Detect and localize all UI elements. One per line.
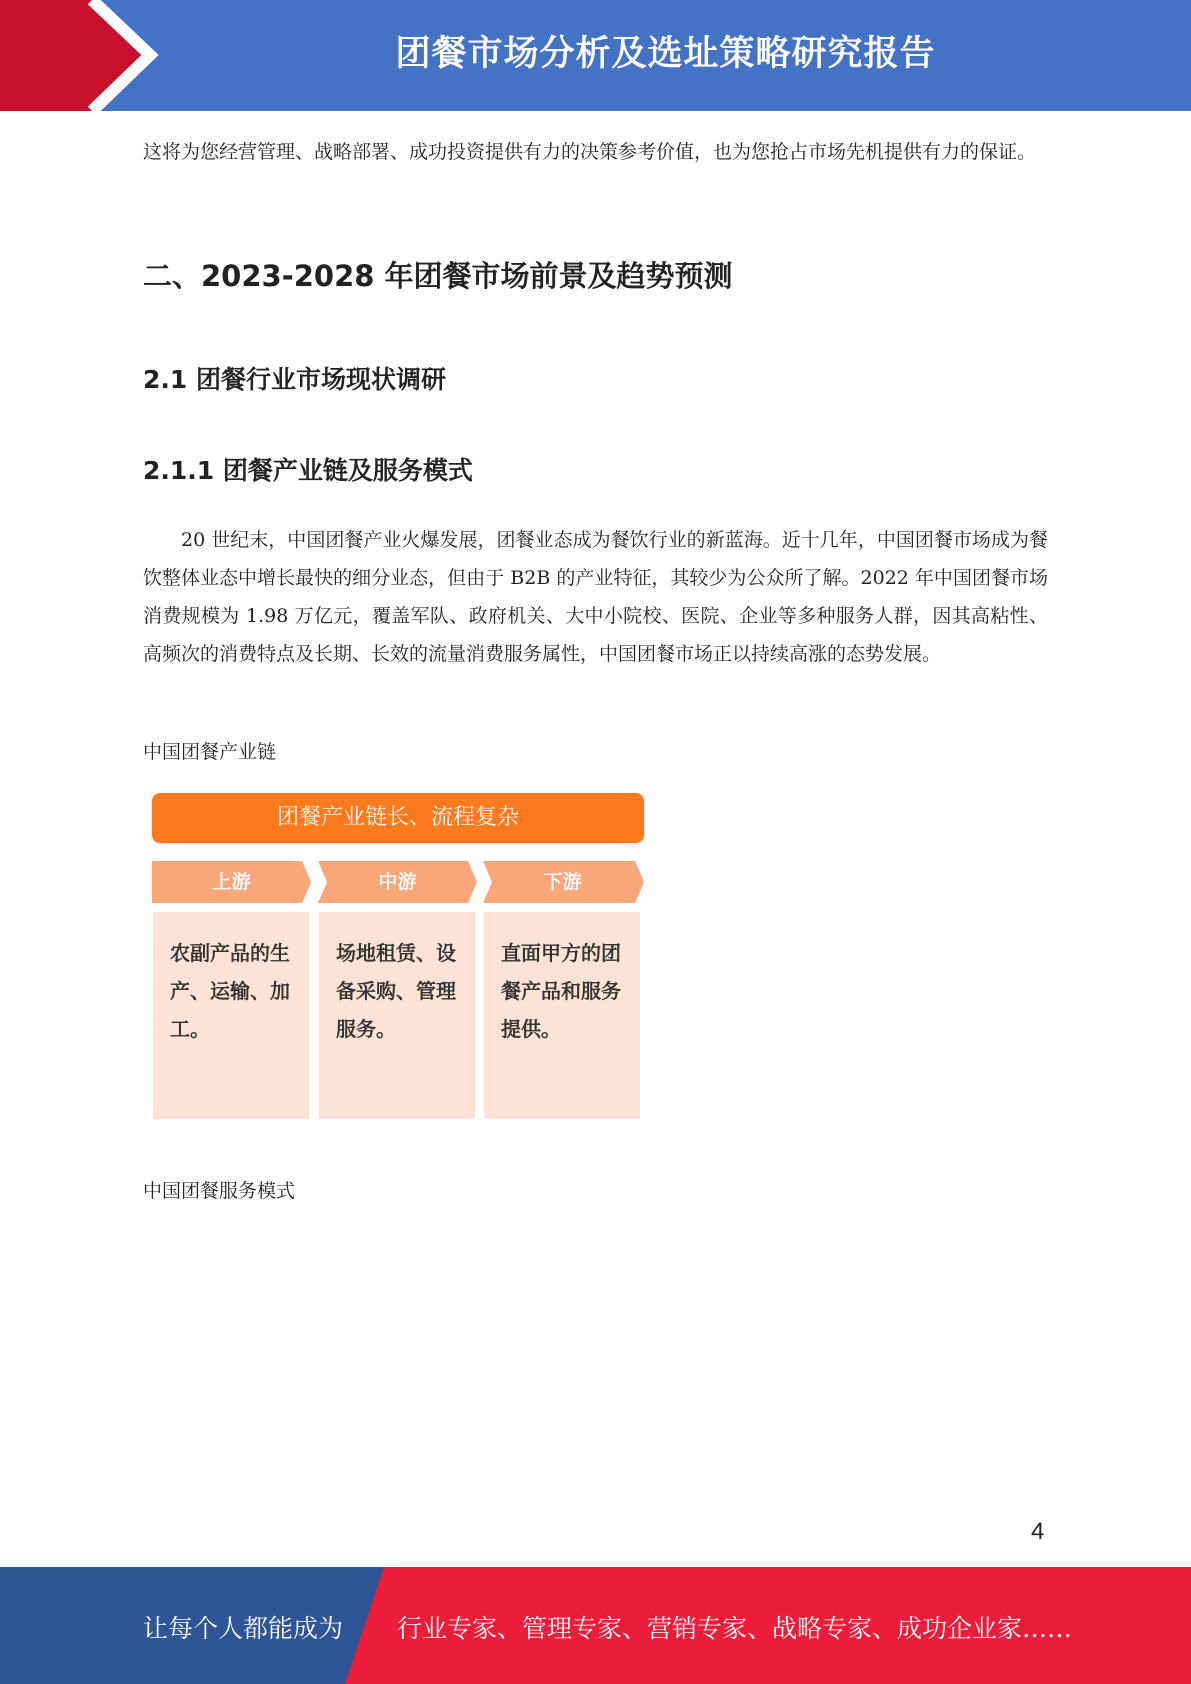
- section-heading: 二、2023-2028 年团餐市场前景及趋势预测: [143, 259, 733, 293]
- chain-banner: 团餐产业链长、流程复杂: [152, 793, 644, 843]
- footer-slogan-right: 行业专家、管理专家、营销专家、战略专家、成功企业家……: [397, 1614, 1073, 1643]
- stage-tab-upstream: [152, 861, 311, 903]
- intro-paragraph: 这将为您经营管理、战略部署、成功投资提供有力的决策参考价值，也为您抢占市场先机提供有力的保证。: [143, 141, 1037, 163]
- figure2-caption: 中国团餐服务模式: [143, 1180, 296, 1202]
- subsection-heading: 2.1 团餐行业市场现状调研: [143, 365, 446, 394]
- industry-chain-diagram: [152, 791, 644, 1123]
- stage-label-downstream: 下游: [543, 871, 582, 893]
- stage-box-downstream: 直面甲方的团餐产品和服务提供。: [484, 912, 640, 1119]
- figure1-caption: 中国团餐产业链: [143, 741, 277, 763]
- page-number: 4: [1031, 1518, 1045, 1545]
- stage-label-upstream: 上游: [212, 871, 251, 893]
- footer-slogan-left: 让每个人都能成为: [143, 1614, 344, 1643]
- report-footer: [0, 1567, 1191, 1684]
- stage-tab-midstream: [318, 861, 477, 903]
- body-paragraph: 20 世纪末，中国团餐产业火爆发展，团餐业态成为餐饮行业的新蓝海。近十几年，中国团餐市场成为餐饮整体业态中增长最快的细分业态，但由于 B2B 的产业特征，其较少为公众所了解。2022 年中国团餐市场消费规模为 1.98 万亿元，覆盖军队、政府机关、大中小院校、医院、企业等多种服务人群，因其高粘性、高频次的消费特点及长期、长效的流量消费服务属性，中国团餐市场正以持续高涨的态势发展。: [143, 529, 1048, 665]
- subsubsection-heading: 2.1.1 团餐产业链及服务模式: [143, 456, 473, 485]
- stage-box-upstream: 农副产品的生产、运输、加工。: [153, 912, 309, 1119]
- stage-label-midstream: 中游: [378, 871, 417, 893]
- stage-tab-downstream: [483, 861, 642, 903]
- report-header: [0, 0, 1191, 111]
- stage-box-midstream: 场地租赁、设备采购、管理服务。: [319, 912, 475, 1119]
- report-title: 团餐市场分析及选址策略研究报告: [395, 34, 936, 74]
